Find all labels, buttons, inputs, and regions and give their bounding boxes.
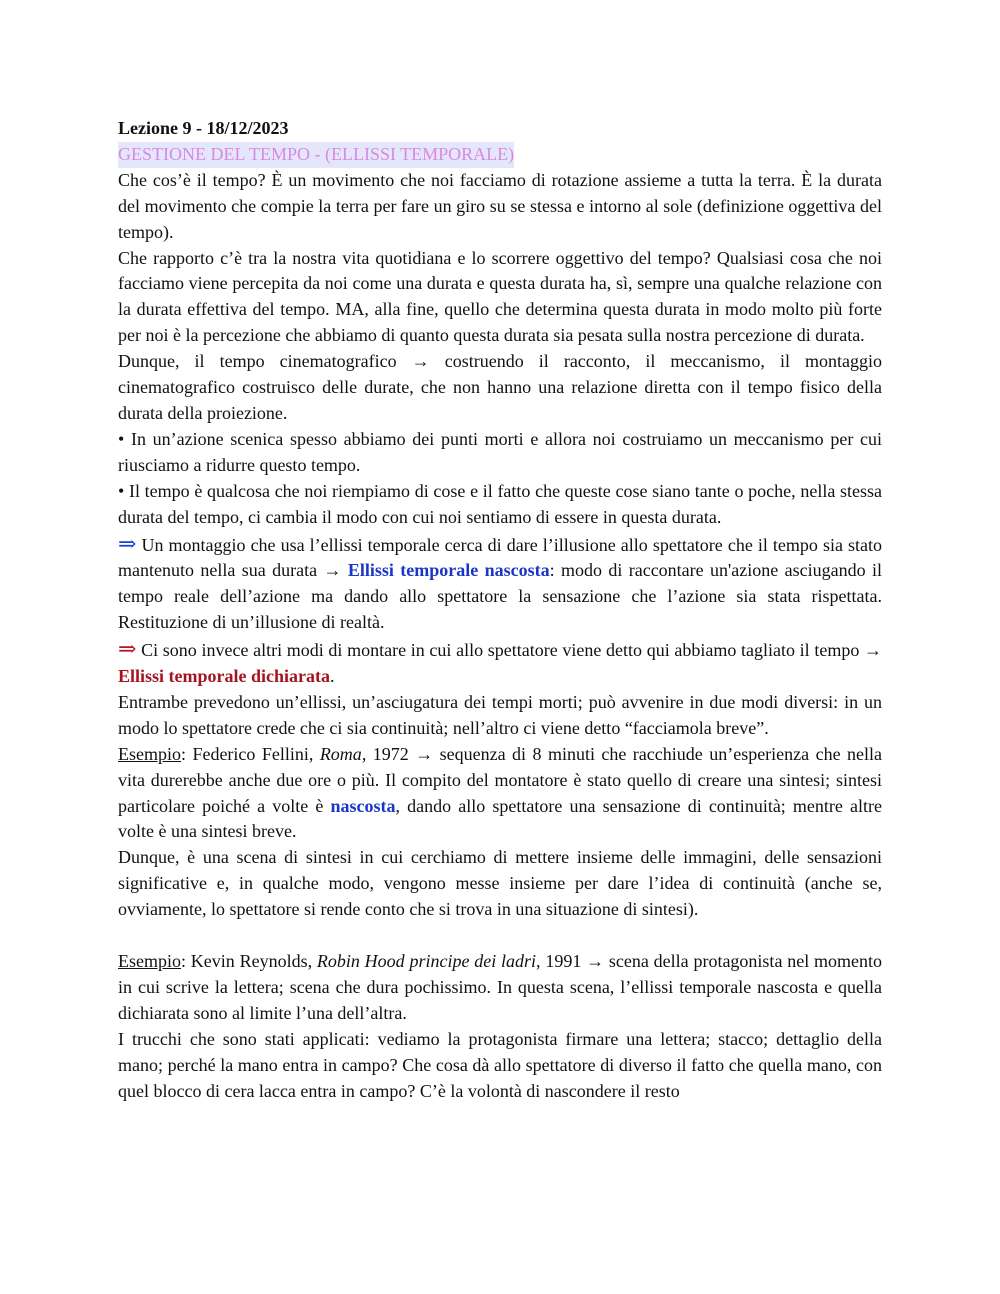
- hidden-ellipsis-text-after: : modo di raccontare un'azione asciugando il tempo reale dell’azione ma dando allo spettatore la sensazione che l’azione sia stata rispettata. Restituzione di un’illusione di realtà.: [118, 560, 882, 633]
- blank-line: [118, 923, 882, 949]
- film-title-roma: Roma: [319, 743, 362, 764]
- film-title-robin-hood: Robin Hood principe dei ladri: [316, 950, 537, 971]
- hidden-ellipsis-text-before: Un montaggio che usa l’ellissi temporale cerca di dare l’illusione allo spettatore che il tempo sia stato mantenuto nella sua durata →: [118, 534, 882, 581]
- example-fellini-text-a: : Federico Fellini,: [181, 743, 320, 764]
- paragraph-synthesis: Dunque, è una scena di sintesi in cui cerchiamo di mettere insieme delle immagini, delle sensazioni significative e, in qualche modo, vengono messe insieme per dare l’idea di continuità (anche se, ovviamente, lo spettatore si rende conto che si trova in una situazione di sintesi).: [118, 847, 882, 920]
- declared-ellipsis-text-after: .: [329, 666, 335, 687]
- paragraph-example-fellini: [118, 742, 882, 846]
- paragraph-cinematic-time: Dunque, il tempo cinematografico → costruendo il racconto, il meccanismo, il montaggio cinematografico costruisco delle durate, che non hanno una relazione diretta con il tempo fisico della durata della proiezione.: [118, 351, 882, 423]
- topic-heading-highlighted: GESTIONE DEL TEMPO - (ELLISSI TEMPORALE): [118, 142, 514, 168]
- lesson-heading: Lezione 9 - 18/12/2023: [118, 118, 289, 138]
- bullet-filled-time: • Il tempo è qualcosa che noi riempiamo di cose e il fatto che queste cose siano tante o poche, nella stessa durata del tempo, ci cambia il modo con cui noi sentiamo di essere in questa durata.: [118, 480, 882, 527]
- declared-ellipsis-keyword: Ellissi temporale dichiarata: [118, 666, 330, 687]
- paragraph-tricks: I trucchi che sono stati applicati: vediamo la protagonista firmare una lettera; stacco; dettaglio della mano; perché la mano entra in campo? Che cosa dà allo spettatore di diverso il fatto che quella mano, con quel blocco di cera lacca entra in campo? C’è la volontà di nascondere il resto: [118, 1028, 882, 1101]
- example-label: Esempio: [118, 743, 181, 764]
- paragraph-hidden-ellipsis: [118, 531, 882, 637]
- declared-ellipsis-text-before: Ci sono invece altri modi di montare in cui allo spettatore viene detto qui abbiamo tagliato il tempo →: [136, 640, 882, 661]
- document-page: [118, 116, 882, 1104]
- example-fellini-text-b: , 1972 → sequenza di 8 minuti che racchiude un’esperienza che nella vita durerebbe anche due ore o più. Il compito del montatore è stato quello di creare una sintesi; sintesi particolare poiché a volte è: [118, 743, 882, 816]
- paragraph-both-ellipses: Entrambe prevedono un’ellissi, un’asciugatura dei tempi morti; può avvenire in due modi diversi: in un modo lo spettatore crede che ci sia continuità; nell’altro ci viene detto “facciamola breve”.: [118, 691, 882, 738]
- example-reynolds-text-b: , 1991 → scena della protagonista nel momento in cui scrive la lettera; scena che dura pochissimo. In questa scena, l’ellissi temporale nascosta e quella dichiarata sono al limite l’una dell’altra.: [118, 950, 882, 1023]
- paragraph-perception: Che rapporto c’è tra la nostra vita quotidiana e lo scorrere oggettivo del tempo? Qualsiasi cosa che noi facciamo viene percepita da noi come una durata e questa durata ha, sì, sempre una qualche relazione con la durata effettiva del tempo. MA, alla fine, quello che determina questa durata in modo molto più forte per noi è la percezione che abbiamo di quanto questa durata sia pesata sulla nostra percezione di durata.: [118, 247, 882, 346]
- example-fellini-text-c: , dando allo spettatore una sensazione di continuità; mentre altre volte è una sintesi breve.: [118, 795, 883, 842]
- double-arrow-blue-icon: ⇒: [118, 530, 137, 556]
- double-arrow-red-icon: ⇒: [118, 636, 137, 662]
- paragraph-declared-ellipsis: [118, 636, 882, 690]
- hidden-ellipsis-keyword: Ellissi temporale nascosta: [347, 560, 550, 581]
- paragraph-definition: Che cos’è il tempo? È un movimento che noi facciamo di rotazione assieme a tutta la terra. È la durata del movimento che compie la terra per fare un giro su se stessa e intorno al sole (definizione oggettiva del tempo).: [118, 169, 882, 242]
- bullet-dead-points: • In un’azione scenica spesso abbiamo dei punti morti e allora noi costruiamo un meccanismo per cui riusciamo a ridurre questo tempo.: [118, 428, 882, 475]
- hidden-keyword: nascosta: [330, 795, 396, 816]
- paragraph-example-reynolds: [118, 949, 882, 1027]
- example-label: Esempio: [118, 950, 181, 971]
- example-reynolds-text-a: : Kevin Reynolds,: [181, 950, 317, 971]
